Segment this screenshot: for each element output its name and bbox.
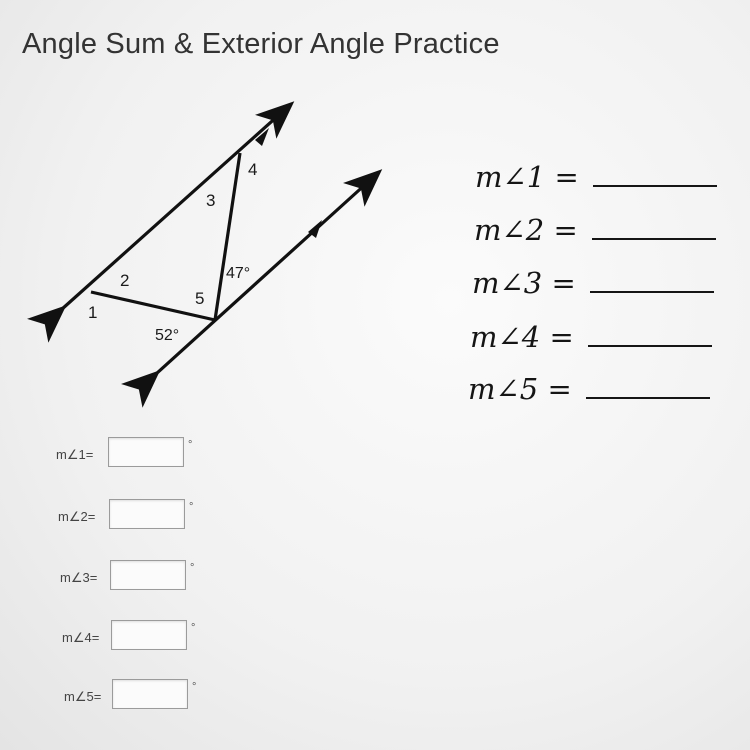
line-parallel — [146, 182, 368, 383]
angle-label-4: 4 — [248, 160, 258, 179]
answer-blank-2 — [592, 237, 716, 240]
degree-symbol-1: ° — [188, 439, 193, 451]
answer-input-1[interactable] — [108, 437, 184, 467]
answer-label-3: m∠3= — [60, 570, 98, 585]
equation-2 — [474, 213, 716, 247]
page-title: Angle Sum & Exterior Angle Practice — [22, 28, 500, 60]
answer-blank-3 — [590, 290, 714, 293]
answer-label-1: m∠1= — [56, 447, 94, 462]
degree-symbol-5: ° — [192, 681, 197, 693]
equation-label-4: m∠4 = — [470, 320, 574, 354]
angle-label-5: 5 — [195, 289, 205, 308]
equation-3 — [472, 266, 714, 300]
degree-symbol-2: ° — [189, 501, 194, 513]
answer-label-5: m∠5= — [64, 689, 102, 704]
equation-label-3: m∠3 = — [472, 266, 576, 300]
answer-input-2[interactable] — [109, 499, 185, 529]
equation-label-1: m∠1 = — [475, 160, 579, 194]
equation-1 — [475, 160, 717, 194]
answer-blank-1 — [593, 184, 717, 187]
angle-label-3: 3 — [206, 191, 216, 210]
answer-input-3[interactable] — [110, 560, 186, 590]
given-angle-52: 52° — [155, 327, 180, 344]
degree-symbol-3: ° — [190, 562, 195, 574]
answer-input-4[interactable] — [111, 620, 187, 650]
answer-label-2: m∠2= — [58, 509, 96, 524]
angle-label-2: 2 — [120, 271, 130, 290]
answer-input-5[interactable] — [112, 679, 188, 709]
line-top-transversal — [52, 114, 280, 318]
equation-5 — [468, 372, 710, 406]
equation-label-5: m∠5 = — [468, 372, 572, 406]
answer-blank-5 — [586, 396, 710, 399]
degree-symbol-4: ° — [191, 622, 196, 634]
answer-label-4: m∠4= — [62, 630, 100, 645]
given-angle-47: 47° — [226, 265, 251, 282]
equation-4 — [470, 320, 712, 354]
line-triangle-side — [215, 153, 240, 320]
answer-blank-4 — [588, 344, 712, 347]
angle-label-1: 1 — [88, 303, 98, 322]
equation-label-2: m∠2 = — [474, 213, 578, 247]
